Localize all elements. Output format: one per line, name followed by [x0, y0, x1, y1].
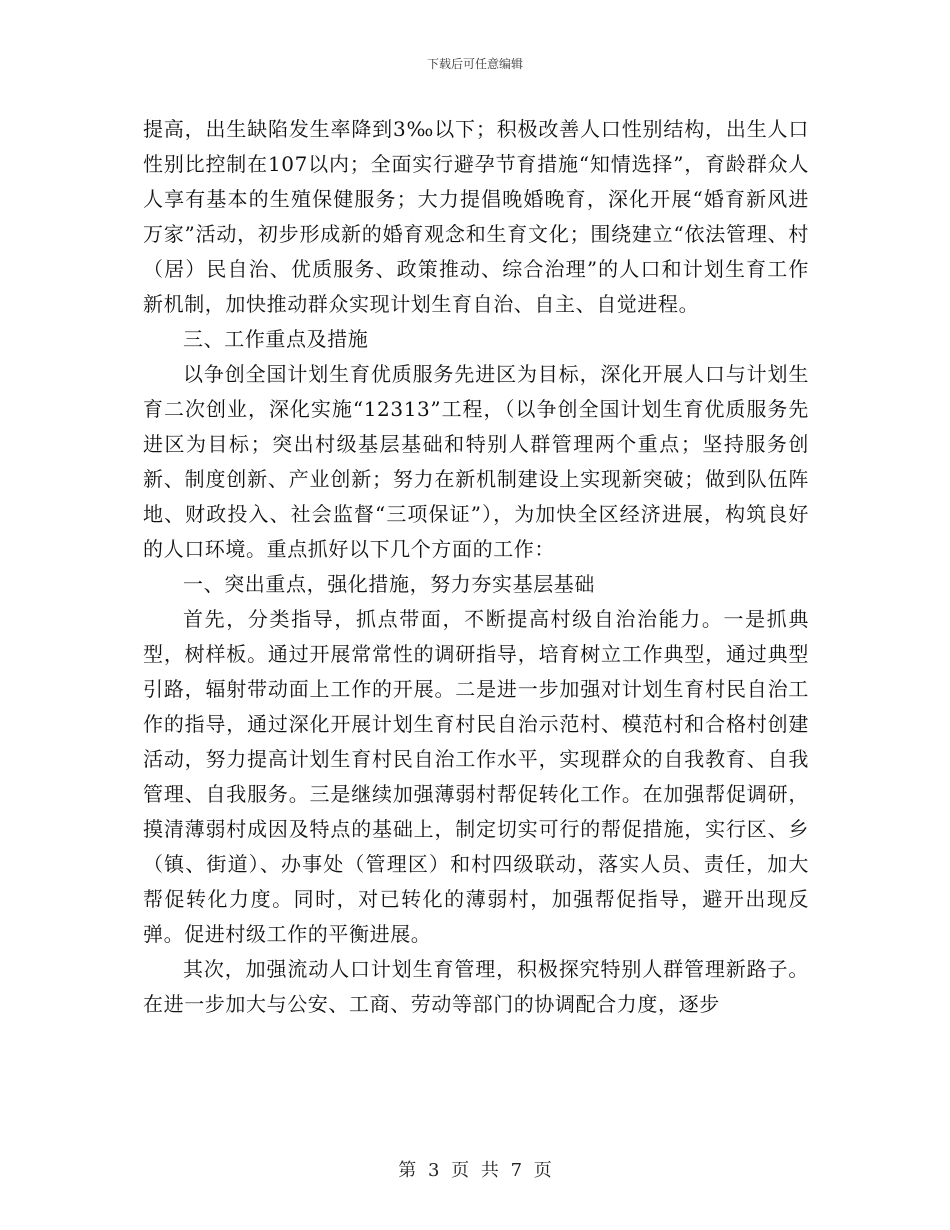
document-body: [143, 112, 809, 1022]
paragraph-first: 首先，分类指导，抓点带面，不断提高村级自治治能力。一是抓典型，树样板。通过开展常常性的调研指导，培育树立工作典型，通过典型引路，辐射带动面上工作的开展。二是进一步加强对计划生育村民自治工作的指导，通过深化开展计划生育村民自治示范村、模范村和合格村创建活动，努力提高计划生育村民自治工作水平，实现群众的自我教育、自我管理、自我服务。三是继续加强薄弱村帮促转化工作。在加强帮促调研，摸清薄弱村成因及特点的基础上，制定切实可行的帮促措施，实行区、乡（镇、街道）、办事处（管理区）和村四级联动，落实人员、责任，加大帮促转化力度。同时，对已转化的薄弱村，加强帮促指导，避开出现反弹。促进村级工作的平衡进展。: [143, 607, 809, 946]
page-header: 下载后可任意编辑: [426, 57, 523, 71]
subheading-grassroots: 一、突出重点，强化措施，努力夯实基层基础: [183, 572, 595, 596]
paragraph-second: 其次，加强流动人口计划生育管理，积极探究特别人群管理新路子。在进一步加大与公安、工商、劳动等部门的协调配合力度，逐步: [143, 957, 809, 1016]
section-heading-key-work: 三、工作重点及措施: [183, 327, 369, 351]
page-number-footer: 第 3 页 共 7 页: [398, 1160, 552, 1181]
paragraph-goals-continued: 提高，出生缺陷发生率降到3‰以下；积极改善人口性别结构，出生人口性别比控制在107以内；全面实行避孕节育措施“知情选择”，育龄群众人人享有基本的生殖保健服务；大力提倡晚婚晚育，深化开展“婚育新风进万家”活动，初步形成新的婚育观念和生育文化；围绕建立“依法管理、村（居）民自治、优质服务、政策推动、综合治理”的人口和计划生育工作新机制，加快推动群众实现计划生育自治、自主、自觉进程。: [143, 117, 809, 316]
paragraph-target: 以争创全国计划生育优质服务先进区为目标，深化开展人口与计划生育二次创业，深化实施“12313”工程，（以争创全国计划生育优质服务先进区为目标；突出村级基层基础和特别人群管理两个重点；坚持服务创新、制度创新、产业创新；努力在新机制建设上实现新突破；做到队伍阵地、财政投入、社会监督“三项保证”），为加快全区经济进展，构筑良好的人口环境。重点抓好以下几个方面的工作：: [143, 362, 809, 561]
